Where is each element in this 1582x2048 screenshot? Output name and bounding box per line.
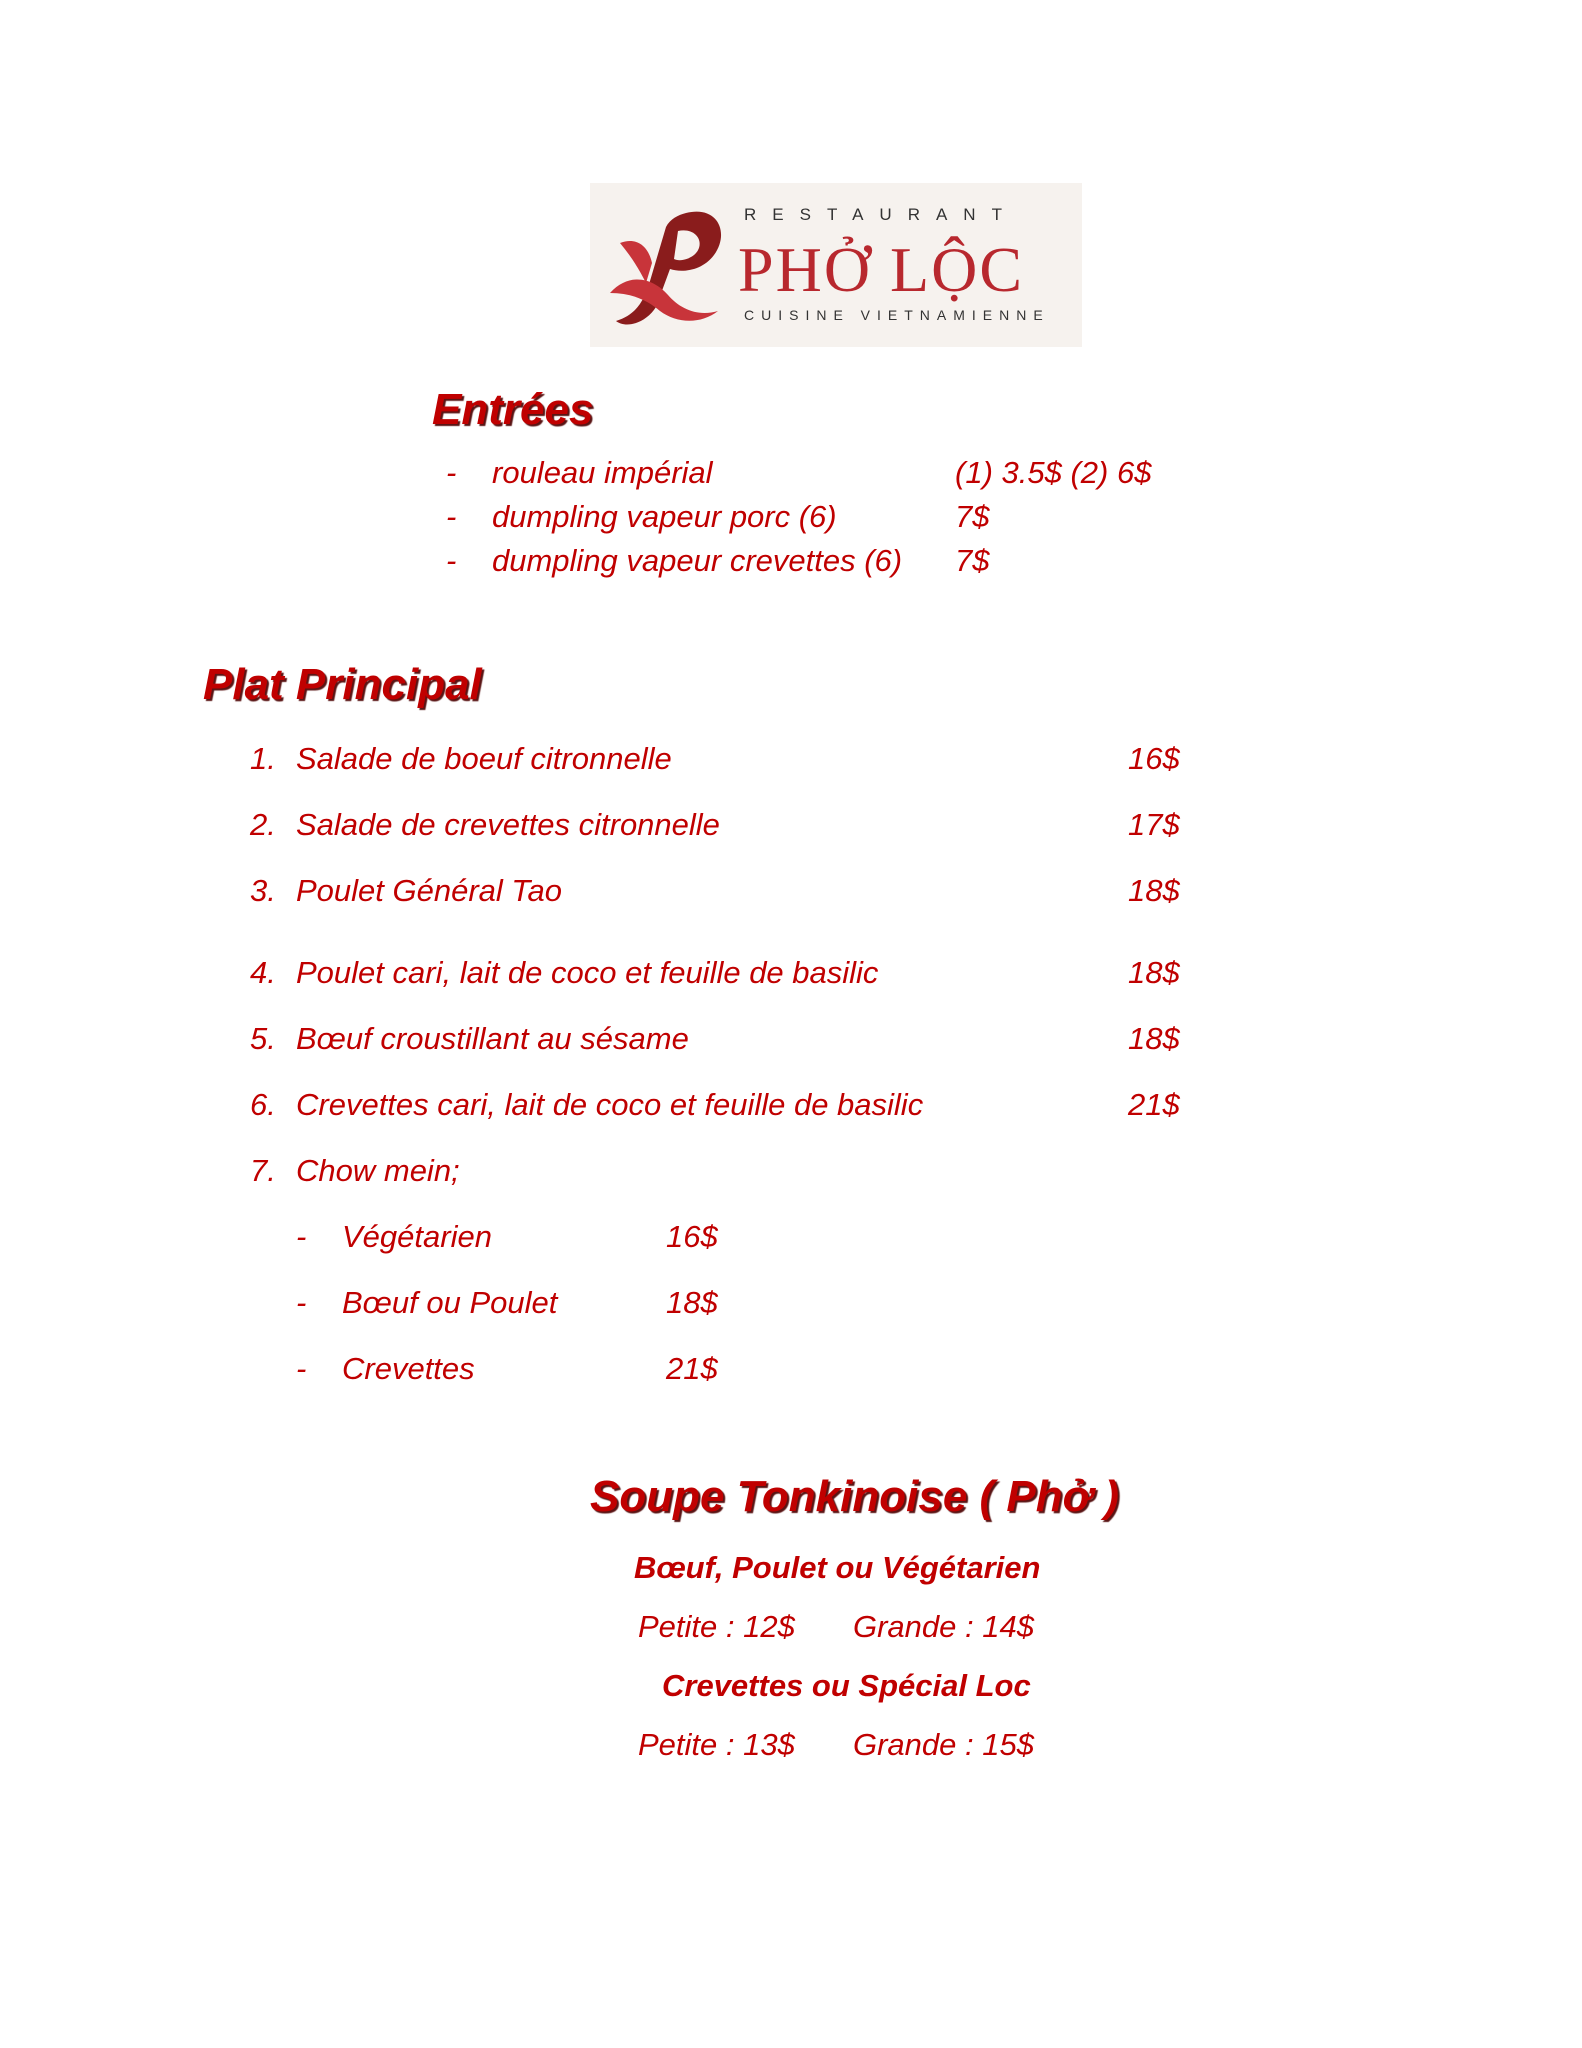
plat-price: 21$ xyxy=(1128,1087,1180,1122)
plat-name: Poulet Général Tao xyxy=(296,873,562,908)
sub-name: Végétarien xyxy=(342,1219,492,1254)
plat-price: 16$ xyxy=(1128,741,1180,776)
logo-tagline-text: CUISINE VIETNAMIENNE xyxy=(744,307,1050,323)
sub-dash: - xyxy=(296,1219,307,1254)
soupe-group2-petite: Petite : 13$ xyxy=(638,1727,795,1762)
soupe-group1-label: Bœuf, Poulet ou Végétarien xyxy=(634,1550,1041,1585)
logo-mark-icon xyxy=(590,183,740,347)
plat-number: 2. xyxy=(250,807,276,842)
entree-name: rouleau impérial xyxy=(492,455,713,490)
entree-price: (1) 3.5$ (2) 6$ xyxy=(955,455,1152,490)
plat-price: 18$ xyxy=(1128,1021,1180,1056)
plat-price: 17$ xyxy=(1128,807,1180,842)
entree-price: 7$ xyxy=(955,543,990,578)
logo-restaurant-text: RESTAURANT xyxy=(744,205,1018,224)
sub-dash: - xyxy=(296,1351,307,1386)
soupe-group2-label: Crevettes ou Spécial Loc xyxy=(662,1668,1031,1703)
sub-dash: - xyxy=(296,1285,307,1320)
entree-dash: - xyxy=(446,543,457,578)
plat-number: 5. xyxy=(250,1021,276,1056)
plat-number: 3. xyxy=(250,873,276,908)
sub-name: Crevettes xyxy=(342,1351,475,1386)
entrees-heading: Entrées xyxy=(432,385,594,434)
entree-name: dumpling vapeur crevettes (6) xyxy=(492,543,903,578)
entree-dash: - xyxy=(446,455,457,490)
plat-number: 4. xyxy=(250,955,276,990)
plat-name: Bœuf croustillant au sésame xyxy=(296,1021,689,1056)
sub-price: 16$ xyxy=(666,1219,718,1254)
restaurant-logo xyxy=(590,183,1082,347)
sub-name: Bœuf ou Poulet xyxy=(342,1285,558,1320)
plat-name: Salade de boeuf citronnelle xyxy=(296,741,672,776)
plat-number: 6. xyxy=(250,1087,276,1122)
soupe-group1-grande: Grande : 14$ xyxy=(853,1609,1034,1644)
plat-number: 1. xyxy=(250,741,276,776)
entree-dash: - xyxy=(446,499,457,534)
plat-name: Chow mein; xyxy=(296,1153,460,1188)
soupe-heading: Soupe Tonkinoise ( Phở ) xyxy=(590,1472,1120,1521)
entree-price: 7$ xyxy=(955,499,990,534)
sub-price: 21$ xyxy=(666,1351,718,1386)
plat-price: 18$ xyxy=(1128,873,1180,908)
sub-price: 18$ xyxy=(666,1285,718,1320)
logo-name-text: PHỞ LỘC xyxy=(738,234,1025,305)
plat-principal-heading: Plat Principal xyxy=(203,660,482,709)
plat-name: Poulet cari, lait de coco et feuille de basilic xyxy=(296,955,879,990)
plat-name: Salade de crevettes citronnelle xyxy=(296,807,720,842)
plat-price: 18$ xyxy=(1128,955,1180,990)
plat-number: 7. xyxy=(250,1153,276,1188)
soupe-group2-grande: Grande : 15$ xyxy=(853,1727,1034,1762)
entree-name: dumpling vapeur porc (6) xyxy=(492,499,837,534)
soupe-group1-petite: Petite : 12$ xyxy=(638,1609,795,1644)
plat-name: Crevettes cari, lait de coco et feuille de basilic xyxy=(296,1087,924,1122)
